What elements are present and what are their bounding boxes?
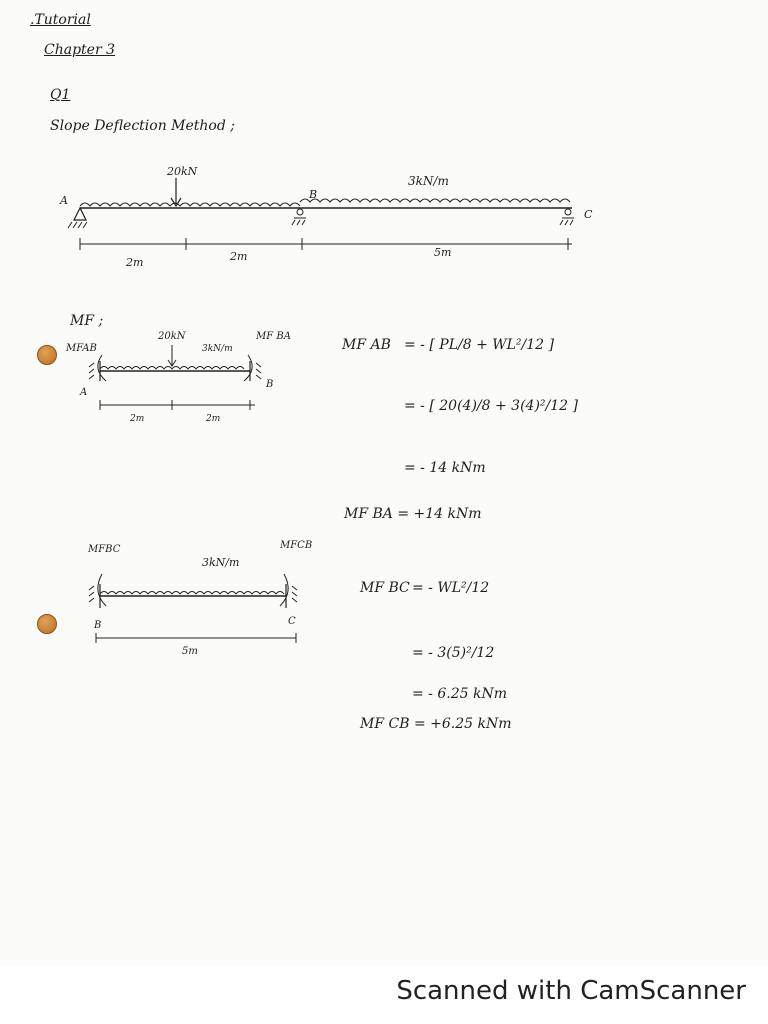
bc-span-label: 5m [182, 646, 198, 657]
bc-calc-eq1: = - WL²/12 [412, 580, 490, 596]
ab-calc-eq3: = - 14 kNm [404, 460, 486, 476]
span-2-label: 2m [230, 250, 248, 263]
ab-a-label: A [80, 387, 88, 398]
support-b-label: B [309, 188, 318, 201]
bc-m-left-label: MFBC [88, 544, 121, 555]
ab-m-left-label: MFAB [66, 343, 97, 354]
bc-fixed-beam-diagram [70, 530, 330, 660]
ba-calc-result: MF BA = +14 kNm [344, 506, 482, 522]
ab-calc-lhs: MF AB [342, 337, 391, 353]
fem-heading: MF ; [70, 313, 104, 329]
bc-calc-eq3: = - 6.25 kNm [412, 686, 507, 702]
chapter-heading: Chapter 3 [44, 42, 115, 58]
bc-udl-label: 3kN/m [202, 556, 240, 569]
question-label: Q1 [50, 87, 71, 103]
ab-span-1-label: 2m [130, 414, 145, 424]
punch-hole-upper [37, 345, 57, 365]
bc-calc-lhs: MF BC [360, 580, 410, 596]
method-title: Slope Deflection Method ; [50, 118, 235, 134]
ab-span-2-label: 2m [206, 414, 221, 424]
scanner-watermark: Scanned with CamScanner [396, 976, 746, 1006]
bc-m-right-label: MFCB [280, 540, 313, 551]
punch-hole-lower [37, 614, 57, 634]
bc-c-label: C [288, 616, 296, 627]
point-load-label: 20kN [167, 165, 198, 178]
ab-calc-eq1: = - [ PL/8 + WL²/12 ] [404, 337, 554, 353]
ab-fixed-beam-diagram [60, 325, 340, 425]
ab-m-right-label: MF BA [256, 331, 291, 342]
support-a-label: A [60, 194, 68, 207]
ab-calc-eq2: = - [ 20(4)/8 + 3(4)²/12 ] [404, 398, 578, 414]
bc-b-label: B [94, 620, 102, 631]
tutorial-heading: .Tutorial [30, 12, 91, 28]
udl-label: 3kN/m [408, 174, 449, 188]
support-c-label: C [584, 208, 593, 221]
cb-calc-result: MF CB = +6.25 kNm [360, 716, 512, 732]
bc-calc-eq2: = - 3(5)²/12 [412, 645, 495, 661]
span-3-label: 5m [434, 246, 452, 259]
ab-load-label: 20kN [158, 331, 186, 342]
ab-udl-label: 3kN/m [202, 344, 233, 354]
span-1-label: 2m [126, 256, 144, 269]
ab-b-label: B [266, 379, 274, 390]
main-beam-diagram [0, 160, 768, 270]
